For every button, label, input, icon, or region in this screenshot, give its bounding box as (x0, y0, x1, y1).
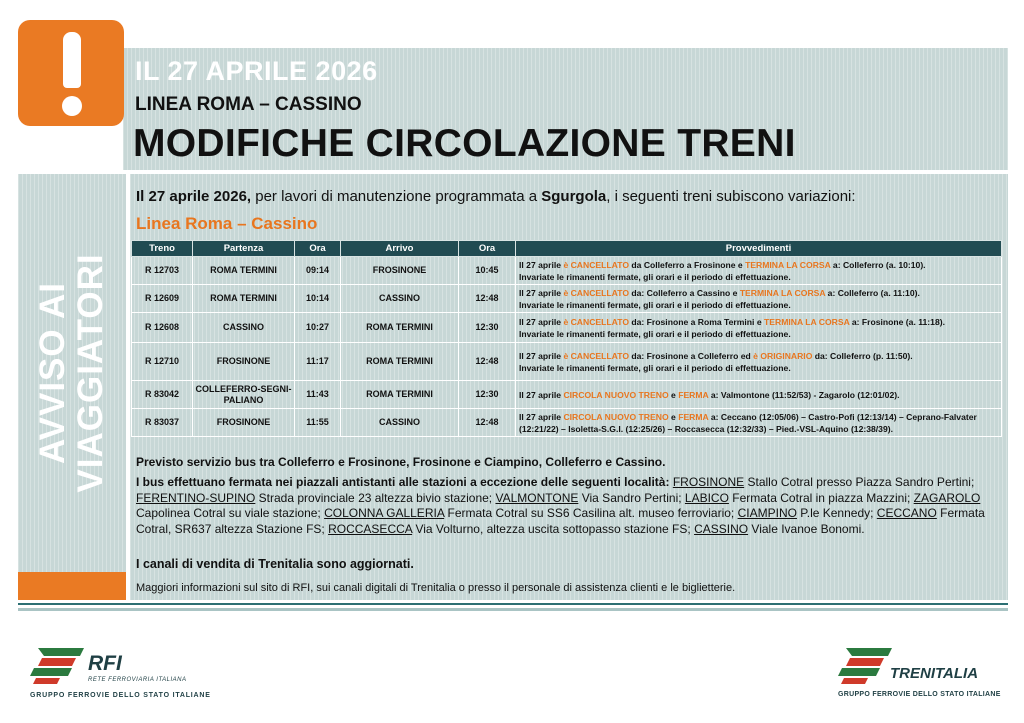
table-row (132, 409, 1002, 437)
cell-treno: R 83042 (132, 381, 193, 409)
intro-date: Il 27 aprile 2026, (136, 188, 252, 205)
cell-treno: R 12703 (132, 257, 193, 285)
more-info-text: Maggiori informazioni sul sito di RFI, sui canali digitali di Trenitalia o presso il personale di assistenza clienti e le biglietterie. (136, 582, 736, 594)
cell-ora-partenza: 10:27 (295, 313, 341, 343)
column-header-ora: Ora (295, 241, 341, 257)
cell-arrivo: CASSINO (341, 285, 459, 313)
side-label (34, 253, 110, 492)
column-header-partenza: Partenza (193, 241, 295, 257)
bus-service-text: Previsto servizio bus tra Colleferro e Frosinone, Frosinone e Ciampino, Colleferro e Cassino. (136, 455, 666, 469)
column-header-provvedimenti: Provvedimenti (516, 241, 1002, 257)
side-accent (18, 572, 126, 600)
cell-provvedimenti: Il 27 aprile è CANCELLATO da Colleferro a Frosinone e TERMINA LA CORSA a: Colleferro (a. 10:10). Invariate le rimanenti fermate, gli orari e il periodo di effettuazione. (516, 257, 1002, 285)
intro-text (136, 188, 856, 205)
fs-logo-icon (838, 644, 894, 684)
intro-place: Sgurgola (541, 188, 607, 205)
cell-arrivo: CASSINO (341, 409, 459, 437)
page-title: MODIFICHE CIRCOLAZIONE TRENI (133, 122, 796, 165)
divider (18, 603, 1008, 605)
cell-partenza: FROSINONE (193, 343, 295, 381)
cell-ora-partenza: 11:43 (295, 381, 341, 409)
table-row (132, 313, 1002, 343)
line-name: LINEA ROMA – CASSINO (135, 94, 362, 115)
divider (18, 608, 1008, 611)
sales-channels-text: I canali di vendita di Trenitalia sono aggiornati. (136, 557, 414, 571)
cell-ora-partenza: 10:14 (295, 285, 341, 313)
cell-partenza: CASSINO (193, 313, 295, 343)
side-panel (18, 174, 126, 572)
bus-stops-text: I bus effettuano fermata nei piazzali antistanti alle stazioni a eccezione delle seguenti località: FROSINONE Stallo Cotral presso Piazza Sandro Pertini; FERENTINO-SUPINO Strada provinciale 23 altezza bivio stazione; VALMONTONE Via Sandro Pertini; LABICO Fermata Cotral in piazza Mazzini; ZAGAROLO Capolinea Cotral su viale stazione; COLONNA GALLERIA Fermata Cotral su SS6 Casilina alt. museo ferroviario; CIAMPINO P.le Kennedy; CECCANO Fermata Cotral, SR637 altezza Stazione FS; ROCCASECCA Via Volturno, altezza uscita sottopasso stazione FS; CASSINO Viale Ivanoe Bonomi. (136, 475, 985, 536)
column-header-treno: Treno (132, 241, 193, 257)
cell-ora-arrivo: 12:48 (459, 343, 516, 381)
cell-arrivo: ROMA TERMINI (341, 343, 459, 381)
cell-arrivo: ROMA TERMINI (341, 381, 459, 409)
cell-provvedimenti: Il 27 aprile CIRCOLA NUOVO TRENO e FERMA a: Valmontone (11:52/53) - Zagarolo (12:01/02). (516, 381, 1002, 409)
cell-ora-partenza: 11:17 (295, 343, 341, 381)
cell-partenza: ROMA TERMINI (193, 257, 295, 285)
section-subtitle: Linea Roma – Cassino (136, 214, 318, 233)
fs-logo-icon (30, 644, 86, 684)
table-row (132, 343, 1002, 381)
cell-provvedimenti: Il 27 aprile è CANCELLATO da: Frosinone a Roma Termini e TERMINA LA CORSA a: Frosinone (a. 11:18). Invariate le rimanenti fermate, gli orari e il periodo di effettuazione. (516, 313, 1002, 343)
notice-header (123, 48, 1008, 170)
table-header-row (132, 241, 1002, 257)
rfi-logo (30, 644, 250, 704)
table-row (132, 285, 1002, 313)
cell-provvedimenti: Il 27 aprile è CANCELLATO da: Colleferro a Cassino e TERMINA LA CORSA a: Colleferro (a. 11:10). Invariate le rimanenti fermate, gli orari e il periodo di effettuazione. (516, 285, 1002, 313)
intro-text-1: per lavori di manutenzione programmata a (251, 188, 542, 205)
side-label-line2: VIAGGIATORI (71, 253, 110, 493)
cell-treno: R 12710 (132, 343, 193, 381)
cell-provvedimenti: Il 27 aprile CIRCOLA NUOVO TRENO e FERMA a: Ceccano (12:05/06) – Castro-Pofi (12:13/14) – Ceprano-Falvater (12:21/22) – Isoletta-S.G.I. (12:25/26) – Roccasecca (12:32/33) – Pied.-VSL-Aquino (12:38/39). (516, 409, 1002, 437)
exclamation-icon (18, 20, 124, 126)
table-row (132, 257, 1002, 285)
trenitalia-group: GRUPPO FERROVIE DELLO STATO ITALIANE (838, 691, 1001, 698)
notice-date: IL 27 APRILE 2026 (135, 56, 378, 86)
cell-ora-arrivo: 12:30 (459, 313, 516, 343)
cell-treno: R 12608 (132, 313, 193, 343)
bus-stops-intro: I bus effettuano fermata nei piazzali antistanti alle stazioni a eccezione delle seguenti località: (136, 475, 670, 489)
cell-ora-partenza: 09:14 (295, 257, 341, 285)
cell-ora-arrivo: 12:48 (459, 409, 516, 437)
trains-table (131, 240, 1002, 437)
cell-arrivo: ROMA TERMINI (341, 313, 459, 343)
notice-content (130, 174, 1008, 600)
cell-treno: R 83037 (132, 409, 193, 437)
cell-treno: R 12609 (132, 285, 193, 313)
column-header-ora-arrivo: Ora (459, 241, 516, 257)
column-header-arrivo: Arrivo (341, 241, 459, 257)
trenitalia-name: TRENITALIA (890, 665, 979, 682)
cell-ora-arrivo: 12:30 (459, 381, 516, 409)
cell-provvedimenti: Il 27 aprile è CANCELLATO da: Frosinone a Colleferro ed è ORIGINARIO da: Colleferro (p. 11:50). Invariate le rimanenti fermate, gli orari e il periodo di effettuazione. (516, 343, 1002, 381)
rfi-group: GRUPPO FERROVIE DELLO STATO ITALIANE (30, 692, 211, 699)
intro-text-2: , i seguenti treni subiscono variazioni: (606, 188, 856, 205)
rfi-name: RFI (88, 652, 122, 675)
side-label-line1: AVVISO AI (33, 281, 72, 465)
cell-partenza: COLLEFERRO-SEGNI-PALIANO (193, 381, 295, 409)
rfi-subtitle: RETE FERROVIARIA ITALIANA (88, 677, 187, 683)
trenitalia-logo (838, 644, 1013, 704)
cell-partenza: ROMA TERMINI (193, 285, 295, 313)
table-row (132, 381, 1002, 409)
cell-partenza: FROSINONE (193, 409, 295, 437)
cell-ora-arrivo: 10:45 (459, 257, 516, 285)
cell-ora-arrivo: 12:48 (459, 285, 516, 313)
cell-ora-partenza: 11:55 (295, 409, 341, 437)
cell-arrivo: FROSINONE (341, 257, 459, 285)
